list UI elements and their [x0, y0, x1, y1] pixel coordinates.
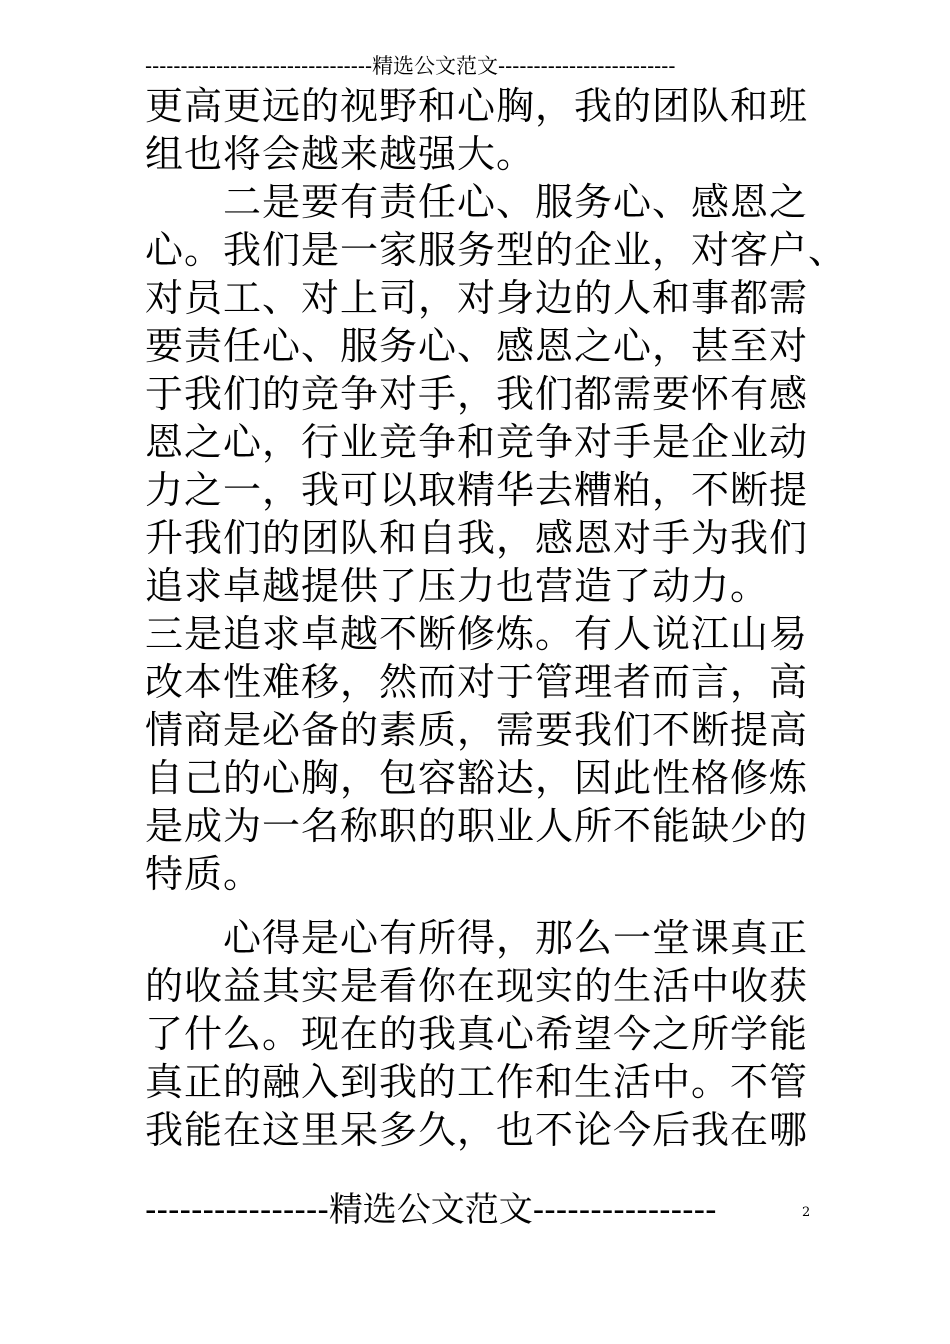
body-line: 是成为一名称职的职业人所不能缺少的: [145, 804, 809, 848]
body-line: 改本性难移，然而对于管理者而言，高: [145, 660, 809, 704]
paragraph-gap: [145, 898, 825, 914]
document-body: [145, 82, 848, 1154]
page-number: 2: [802, 1205, 811, 1220]
body-line: 要责任心、服务心、感恩之心，甚至对: [145, 324, 809, 368]
body-line: 真正的融入到我的工作和生活中。不管: [145, 1060, 809, 1104]
body-line: 更高更远的视野和心胸，我的团队和班: [145, 84, 809, 128]
body-line: 组也将会越来越强大。: [145, 132, 536, 176]
body-line: 对员工、对上司，对身边的人和事都需: [145, 276, 809, 320]
body-line: 情商是必备的素质，需要我们不断提高: [145, 708, 809, 752]
body-line: 力之一，我可以取精华去糟粕，不断提: [145, 468, 809, 512]
body-line: 了什么。现在的我真心希望今之所学能: [145, 1012, 809, 1056]
body-line: 追求卓越提供了压力也营造了动力。: [145, 564, 770, 608]
body-line: 自己的心胸，包容豁达，因此性格修炼: [145, 756, 809, 800]
body-line: 三是追求卓越不断修炼。有人说江山易: [145, 612, 809, 656]
body-line: 的收益其实是看你在现实的生活中收获: [145, 964, 809, 1008]
body-line: 于我们的竞争对手，我们都需要怀有感: [145, 372, 809, 416]
body-line: 升我们的团队和自我，感恩对手为我们: [145, 516, 809, 560]
body-line: 心。我们是一家服务型的企业，对客户、: [145, 228, 848, 272]
body-line: 特质。: [145, 852, 263, 896]
page-footer: ----------------精选公文范文----------------: [145, 1190, 717, 1230]
page-header: --------------------------------精选公文范文-------------------------: [145, 54, 676, 78]
body-line: 二是要有责任心、服务心、感恩之: [145, 180, 809, 224]
body-line: 我能在这里呆多久，也不论今后我在哪: [145, 1108, 809, 1152]
body-line: 心得是心有所得，那么一堂课真正: [145, 916, 809, 960]
body-line: 恩之心，行业竞争和竞争对手是企业动: [145, 420, 809, 464]
